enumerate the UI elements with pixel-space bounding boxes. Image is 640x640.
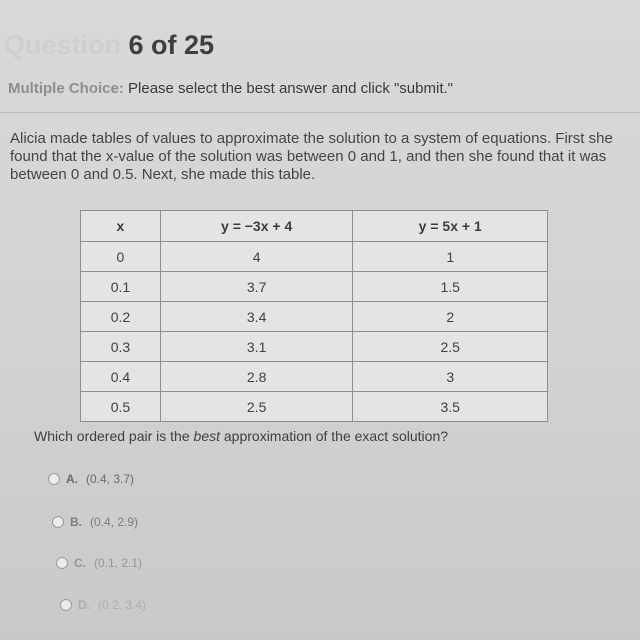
option-d[interactable] xyxy=(60,598,146,612)
table-cell-y1: 3.7 xyxy=(160,272,353,302)
option-c-text: (0.1, 2.1) xyxy=(94,556,143,570)
question-type-label: Multiple Choice: xyxy=(8,80,124,97)
option-a-text: (0.4, 3.7) xyxy=(86,472,135,486)
table-row xyxy=(81,332,548,362)
instructions-text: Please select the best answer and click "submit." xyxy=(128,80,453,97)
table-cell-y1: 3.1 xyxy=(160,332,353,362)
table-row xyxy=(81,272,548,302)
instructions xyxy=(8,80,453,97)
table-cell-x: 0.5 xyxy=(81,392,161,422)
question-header xyxy=(0,24,640,64)
option-b-text: (0.4, 2.9) xyxy=(90,515,139,529)
table-cell-x: 0.1 xyxy=(81,272,161,302)
table-row xyxy=(81,392,548,422)
table-cell-x: 0.3 xyxy=(81,332,161,362)
column-header-y1: y = −3x + 4 xyxy=(160,211,353,242)
table-cell-y2: 1 xyxy=(353,242,548,272)
column-header-x: x xyxy=(81,211,161,242)
option-d-text: (0.2, 3.4) xyxy=(98,598,147,612)
question-emphasis: best xyxy=(193,428,220,444)
question-prefix: Question xyxy=(4,30,122,60)
column-header-y2: y = 5x + 1 xyxy=(353,211,548,242)
table-cell-y1: 2.5 xyxy=(160,392,353,422)
table-row xyxy=(81,242,548,272)
option-c[interactable] xyxy=(56,556,142,570)
table-cell-y2: 2 xyxy=(353,302,548,332)
question-prompt: Alicia made tables of values to approximate the solution to a system of equations. First she found that the x-value of the solution was between 0 and 1, and then she found that it was between 0 and 0.5. Next, she made this table. xyxy=(10,130,613,183)
question-text xyxy=(34,428,448,444)
option-b[interactable] xyxy=(52,515,138,529)
table-cell-y2: 3.5 xyxy=(353,392,548,422)
table-cell-x: 0.4 xyxy=(81,362,161,392)
option-a-letter: A. xyxy=(66,472,78,486)
divider xyxy=(0,112,640,113)
values-table xyxy=(80,210,548,422)
table-row xyxy=(81,302,548,332)
table-header-row xyxy=(81,211,548,242)
option-c-radio[interactable] xyxy=(56,557,68,569)
table-row xyxy=(81,362,548,392)
option-d-letter: D. xyxy=(78,598,90,612)
table-cell-x: 0 xyxy=(81,242,161,272)
table-cell-y2: 1.5 xyxy=(353,272,548,302)
option-a[interactable] xyxy=(48,472,134,486)
option-d-radio[interactable] xyxy=(60,599,72,611)
table-cell-y1: 2.8 xyxy=(160,362,353,392)
table-cell-y2: 3 xyxy=(353,362,548,392)
option-b-letter: B. xyxy=(70,515,82,529)
question-number xyxy=(4,30,214,61)
option-b-radio[interactable] xyxy=(52,516,64,528)
table-cell-y1: 4 xyxy=(160,242,353,272)
option-a-radio[interactable] xyxy=(48,473,60,485)
table-cell-x: 0.2 xyxy=(81,302,161,332)
table-cell-y1: 3.4 xyxy=(160,302,353,332)
option-c-letter: C. xyxy=(74,556,86,570)
question-text-after: approximation of the exact solution? xyxy=(220,428,449,444)
question-text-before: Which ordered pair is the xyxy=(34,428,194,444)
question-count: 6 of 25 xyxy=(128,30,215,60)
table-cell-y2: 2.5 xyxy=(353,332,548,362)
